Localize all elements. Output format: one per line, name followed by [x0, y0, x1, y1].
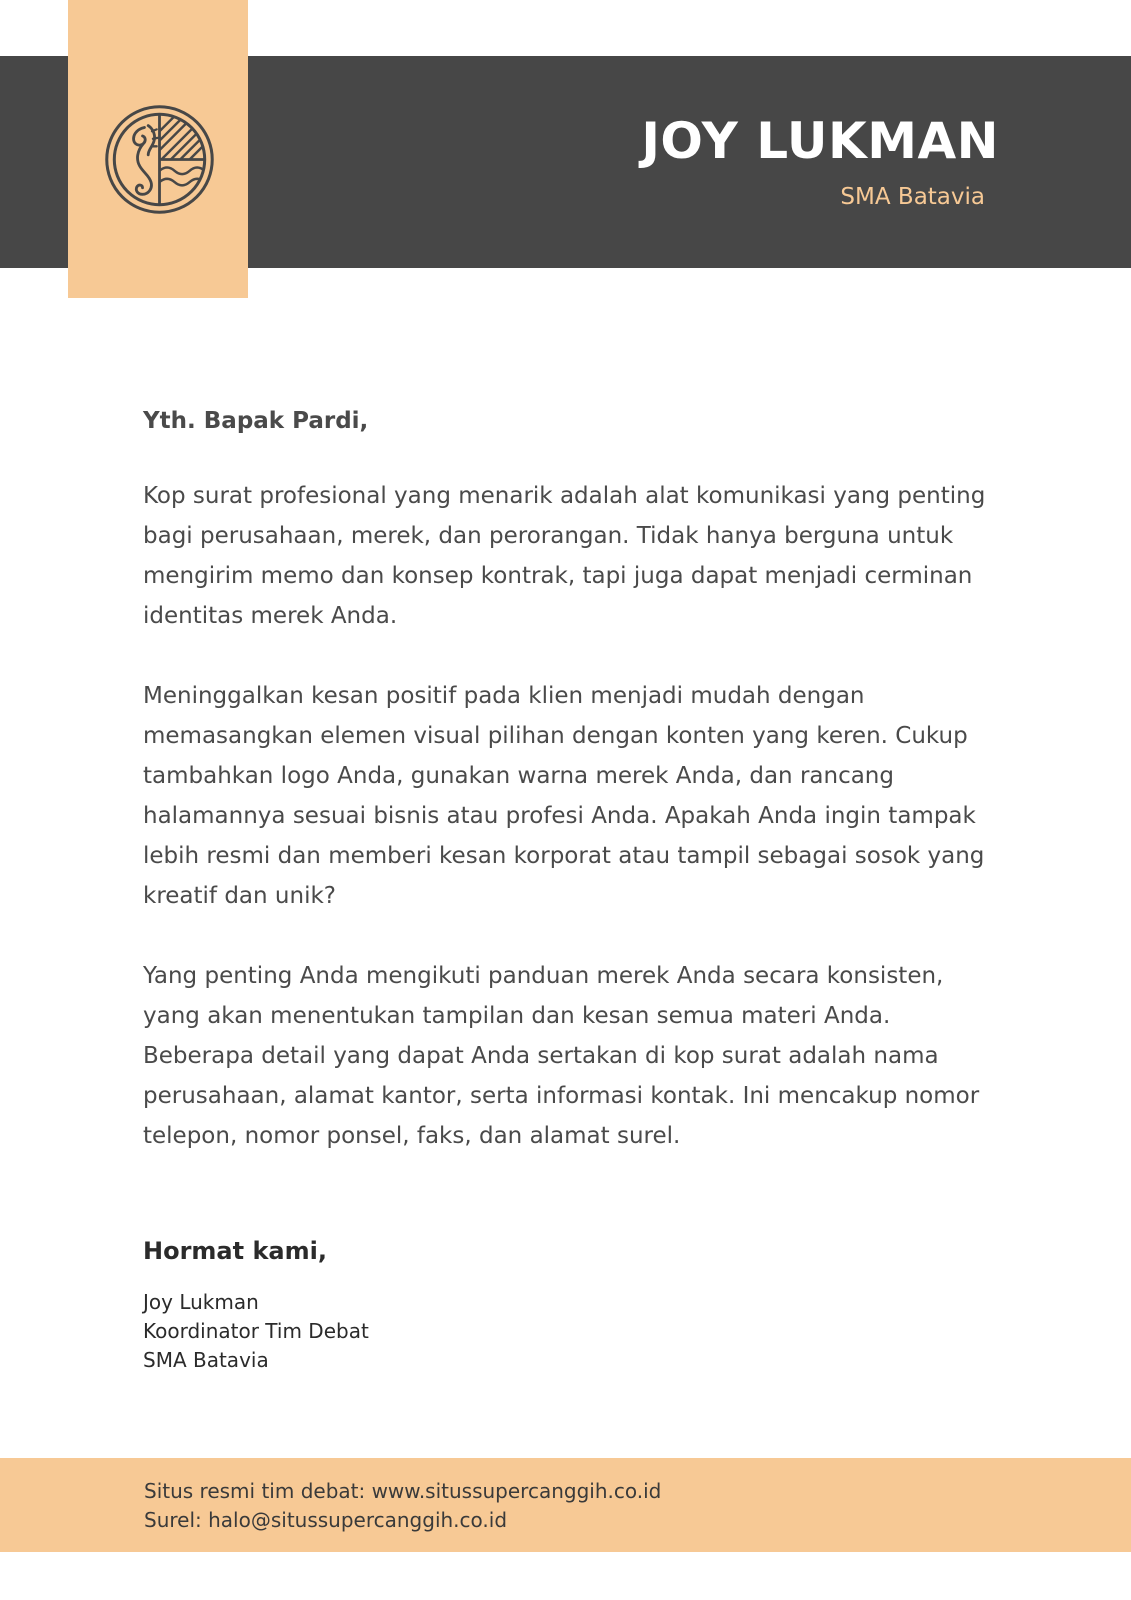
letterhead-school: SMA Batavia	[840, 184, 985, 210]
signature-block	[143, 1288, 369, 1375]
closing: Hormat kami,	[143, 1237, 327, 1265]
signature-school: SMA Batavia	[143, 1348, 269, 1372]
footer-website: Situs resmi tim debat: www.situssupercanggih.co.id	[144, 1479, 662, 1503]
footer-contact	[144, 1477, 661, 1535]
signature-name: Joy Lukman	[143, 1290, 259, 1314]
paragraph-2: Meninggalkan kesan positif pada klien menjadi mudah dengan memasangkan elemen visual pilihan dengan konten yang keren. Cukup tambahkan logo Anda, gunakan warna merek Anda, dan rancang halamannya sesuai bisnis atau profesi Anda. Apakah Anda ingin tampak lebih resmi dan memberi kesan korporat atau tampil sebagai sosok yang kreatif dan unik?	[143, 683, 985, 909]
footer-email: Surel: halo@situssupercanggih.co.id	[144, 1508, 508, 1532]
salutation: Yth. Bapak Pardi,	[143, 408, 369, 434]
seahorse-emblem-icon	[103, 103, 216, 216]
paragraph-3: Yang penting Anda mengikuti panduan merek Anda secara konsisten, yang akan menentukan tampilan dan kesan semua materi Anda. Beberapa detail yang dapat Anda sertakan di kop surat adalah nama perusahaan, alamat kantor, serta informasi kontak. Ini mencakup nomor telepon, nomor ponsel, faks, dan alamat surel.	[143, 963, 980, 1149]
letter-body	[143, 408, 1003, 1196]
signature-title: Koordinator Tim Debat	[143, 1319, 369, 1343]
paragraph-1: Kop surat profesional yang menarik adalah alat komunikasi yang penting bagi perusahaan, merek, dan perorangan. Tidak hanya berguna untuk mengirim memo dan konsep kontrak, tapi juga dapat menjadi cerminan identitas merek Anda.	[143, 483, 986, 629]
letterhead-name: JOY LUKMAN	[641, 112, 999, 170]
